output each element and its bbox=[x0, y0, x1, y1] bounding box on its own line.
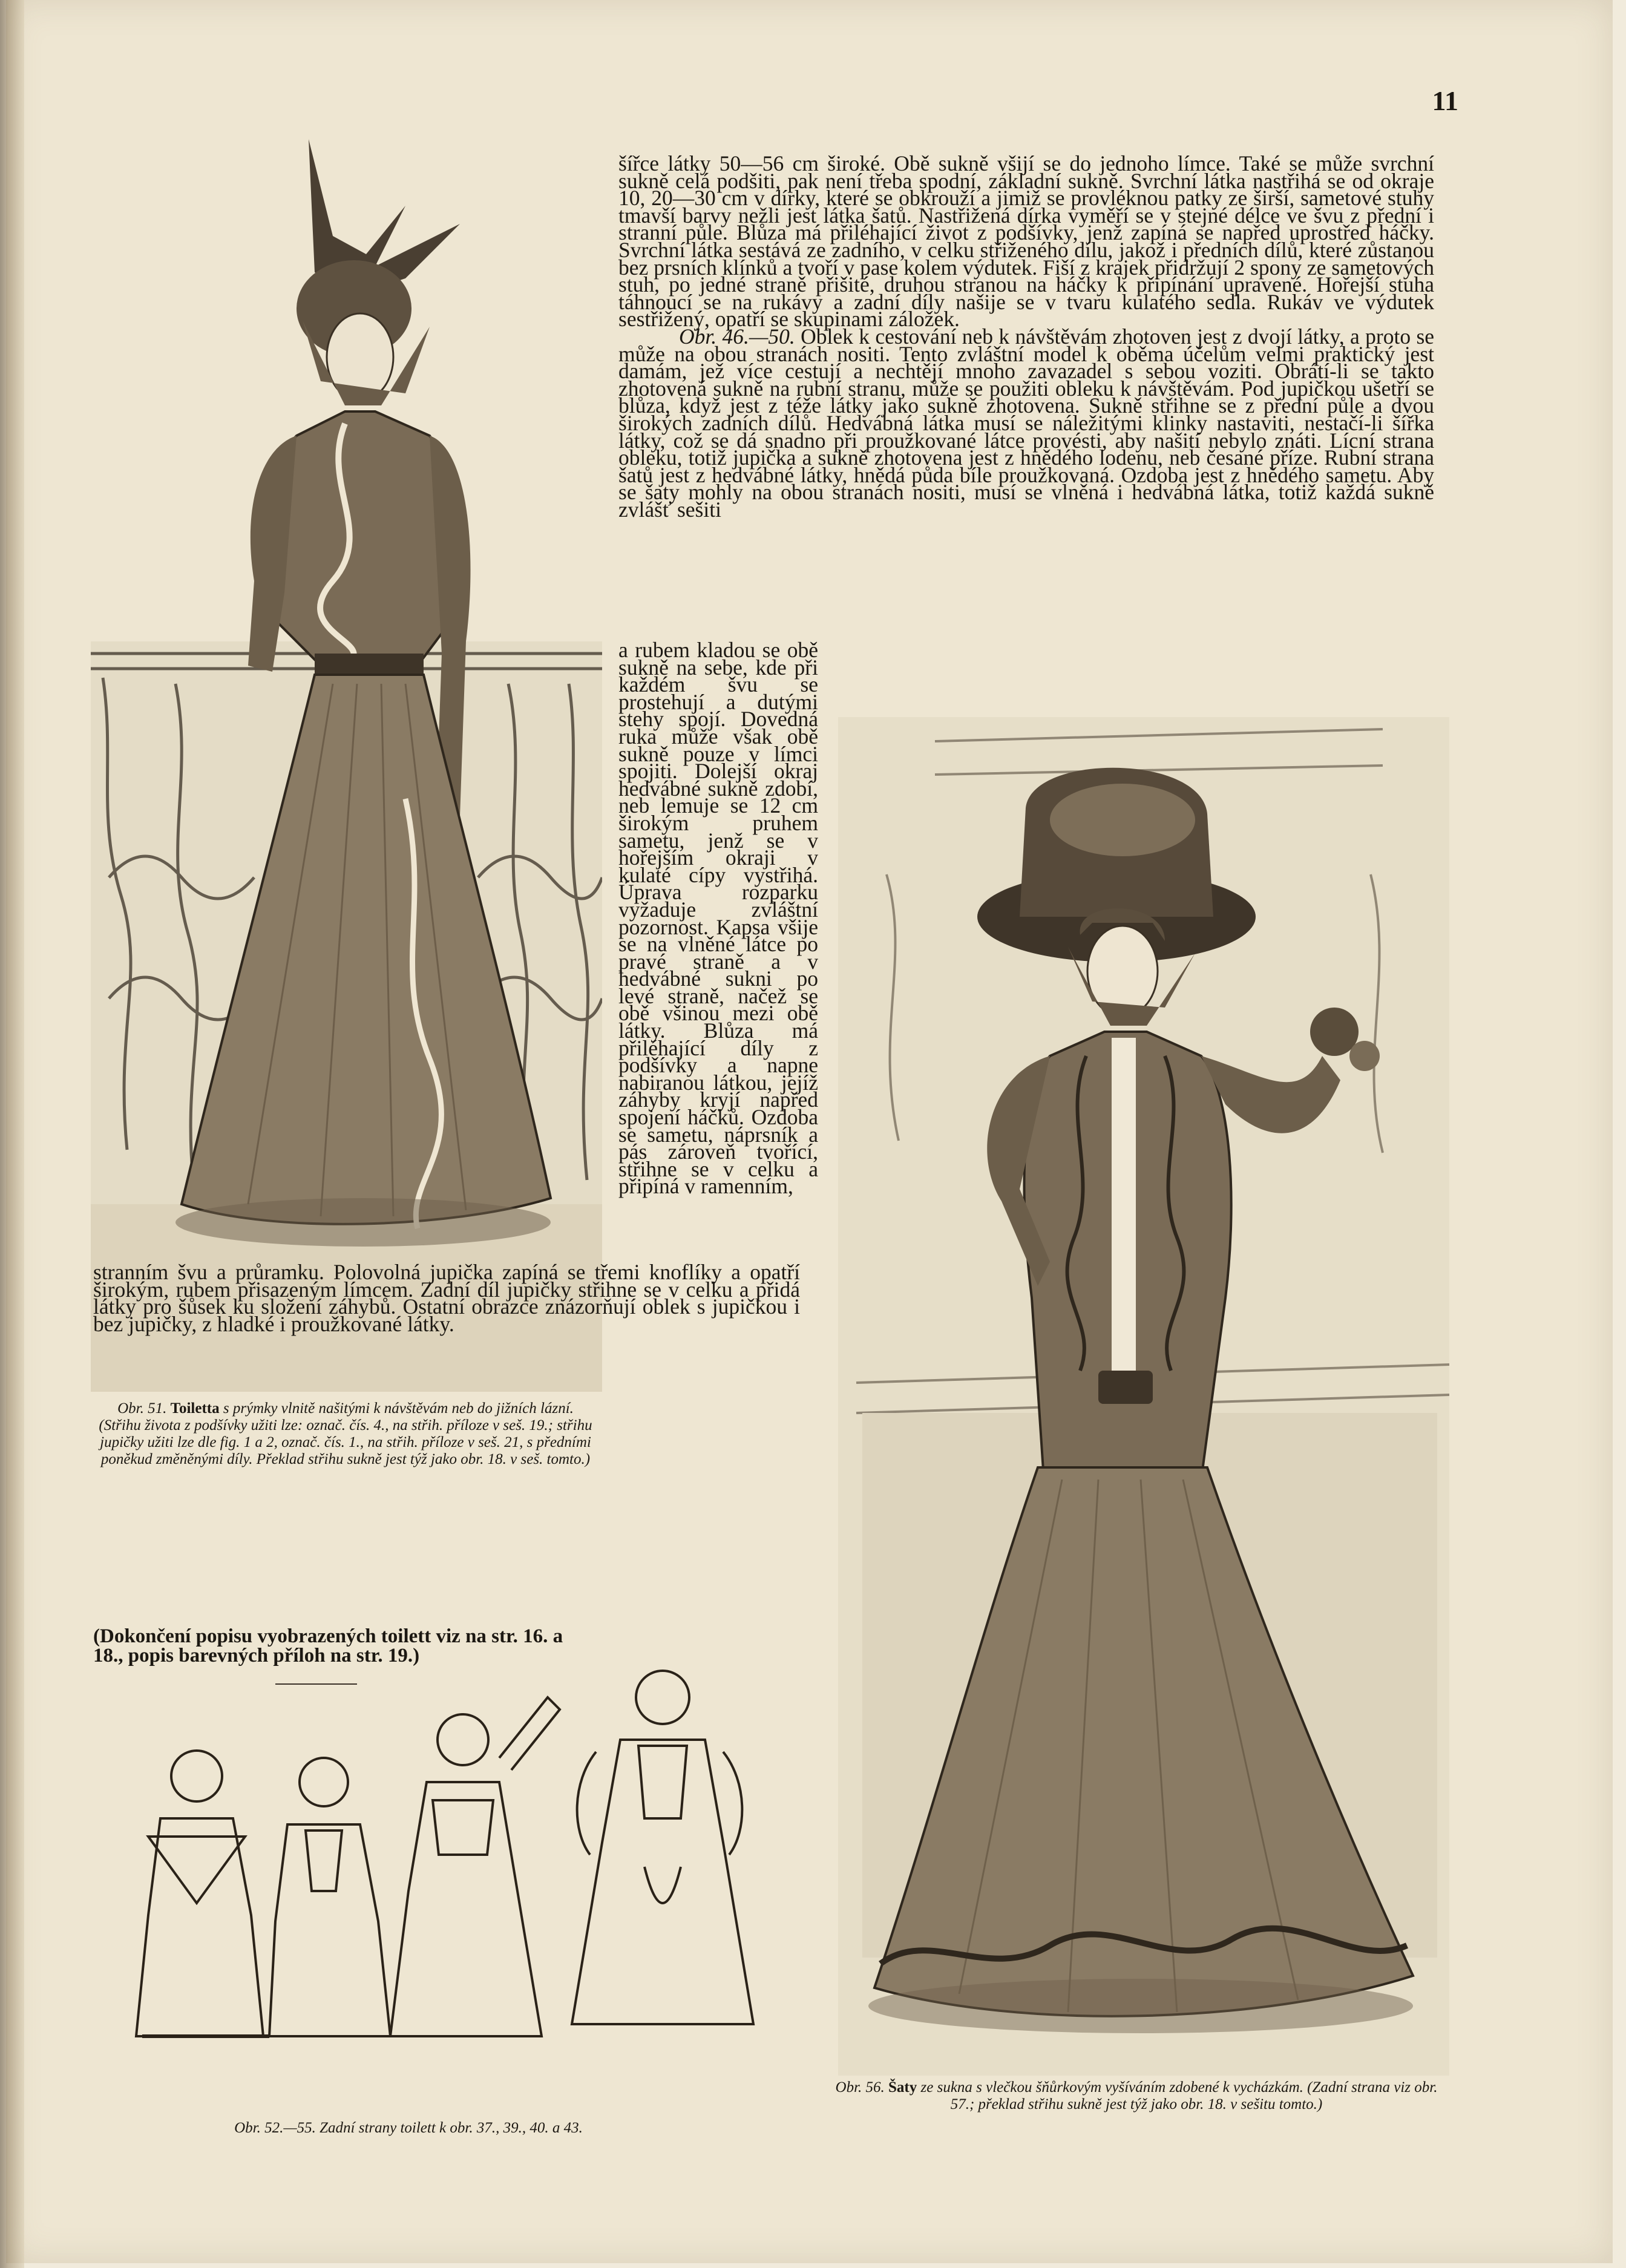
figure-51-illustration bbox=[91, 121, 602, 1392]
left-text-column bbox=[93, 1260, 800, 1336]
page-binding-edge bbox=[0, 0, 24, 2268]
narrow-text-column bbox=[618, 638, 818, 1199]
paragraph-obr-46-50 bbox=[618, 324, 1435, 522]
figure-51-ref: Obr. 51. bbox=[117, 1400, 167, 1417]
figure-56-caption bbox=[834, 2079, 1439, 2113]
continuation-note: (Dokončení popisu vyobrazených toilett viz na str. 16. a 18., popis barevných příloh na str. 19.) bbox=[93, 1625, 563, 1667]
paragraph-continued: šířce látky 50—56 cm široké. Obě sukně všijí se do jednoho límce. Také se může svrchní sukně celá podšiti, pak není třeba spodní, základní sukně. Svrchní látka nastřihá se od okraje 10, 20—30 cm v dírky, které se obkrouží a jimiž se provléknou patky ze širší, sametové stuhy tmavší barvy nežli jest látka šatů. Nastřižená dírka vyměří se v stejné délce ve švu z přední i stranní půle. Blůza má přiléhající život z podšívky, jenž zapíná se napřed uprostřed háčky. Svrchní látka sestává ze zadního, v celku střiženého dílu, jakož i předních dílů, které zůstanou bez prsních klínků a tvoří v pase kolem výdutek. Fiší z krajek přidržují 2 spony ze sametových stuh, po jedné straně přišité, druhou stranou na háčky k připínání upravené. Hořejší stuha táhnoucí se na rukávy a zadní díly našije se v tvaru kulatého sedla. Rukáv ve výdutek sestřižený, opatří se skupinami záložek. bbox=[618, 151, 1434, 332]
page-number: 11 bbox=[1432, 85, 1458, 116]
narrow-paragraph: a rubem kladou se obě sukně na sebe, kde při každém švu se prostehují a dutými stehy spojí. Dovedná ruka může však obě sukně pouze v límci spojiti. Dolejší okraj hedvábné sukně zdobí, neb lemuje se 12 cm širokým pruhem sametu, jenž se v hořejším okraji v kulaté cípy vystřihá. Úprava rozparku vyžaduje zvláštní pozornost. Kapsa všije se na vlněné látce po pravé straně a v hedvábné sukni po levé straně, načež se obě všinou mezi obě látky. Blůza má přiléhající díly z podšívky a napne nabiranou látkou, jejíž záhyby kryjí napřed spojení háčků. Ozdoba se sametu, náprsník a pás zároveň tvořící, střihne se v celku a připíná v ramenním, bbox=[618, 638, 818, 1199]
figure-reference-46-50: Obr. 46.—50. bbox=[679, 324, 795, 349]
main-article-column bbox=[618, 151, 1435, 522]
figure-56-text: ze sukna s vlečkou šňůrkovým vyšíváním zdobené k vycházkám. (Zadní strana viz obr. 57.; překlad střihu sukně jest týž jako obr. 18. v sešitu tomto.) bbox=[920, 2079, 1438, 2112]
figure-56-title: Šaty bbox=[888, 2079, 917, 2096]
figure-56-ref: Obr. 56. bbox=[835, 2079, 885, 2096]
figure-56-illustration bbox=[838, 717, 1449, 2076]
figure-51-text: s prýmky vlnitě našitými k návštěvám neb do jižních lázní. (Střihu života z podšívky užiti lze: označ. čís. 4., na střih. příloze v seš. 19.; střihu jupičky užiti lze dle fig. 1 a 2, označ. čís. 1., na střih. příloze v seš. 21, s předními poněkud změněnými díly. Překlad střihu sukně jest týž jako obr. 18. v seš. tomto.) bbox=[99, 1400, 592, 1467]
figures-52-55-illustration bbox=[124, 1661, 802, 2109]
paragraph-obr-46-50-text: Oblek k cestování neb k návštěvám zhotoven jest z dvojí látky, a proto se může na obou stranách nositi. Tento zvláštní model k oběma účelům velmi praktický jest damám, jež více cestují a nechtějí mnoho zavazadel s sebou voziti. Obrátí-li se takto zhotovená sukně na rubní stranu, může se použiti obleku k návštěvám. Pod jupičkou ušetří se blůza, když jest z téže látky jako sukně zhotovena. Sukně střihne se z přední půle a dvou širokých zadních dílů. Hedvábná látka musí se náležitými klinky nastaviti, nestačí-li šířka látky, což se dá snadno při proužkované látce provésti, aby našití nebylo znáti. Lícní strana obleku, totiž jupička a sukně zhotovena jest z hnědého lodenu, neb česané příze. Rubní strana šatů jest z hedvábné látky, hnědá půda bíle proužkovaná. Ozdoba jest z hnědého sametu. Aby se šaty mohly na obou stranách nositi, musí se vlněná i hedvábná látka, totiž každá sukně zvlášť sešiti bbox=[618, 324, 1435, 522]
figure-51-title: Toiletta bbox=[170, 1400, 220, 1417]
left-paragraph: stranním švu a průramku. Polovolná jupička zapíná se třemi knoflíky a opatří širokým, rubem přisazeným límcem. Zadní díl jupičky střihne se v celku a přidá látky pro šůsek ku složení záhybů. Ostatní obrazce znázorňují oblek s jupičkou i bez jupičky, z hladké i proužkované látky. bbox=[93, 1260, 800, 1336]
figure-51-caption bbox=[96, 1400, 595, 1468]
figures-52-55-caption: Obr. 52.—55. Zadní strany toilett k obr. 37., 39., 40. a 43. bbox=[234, 2120, 583, 2136]
